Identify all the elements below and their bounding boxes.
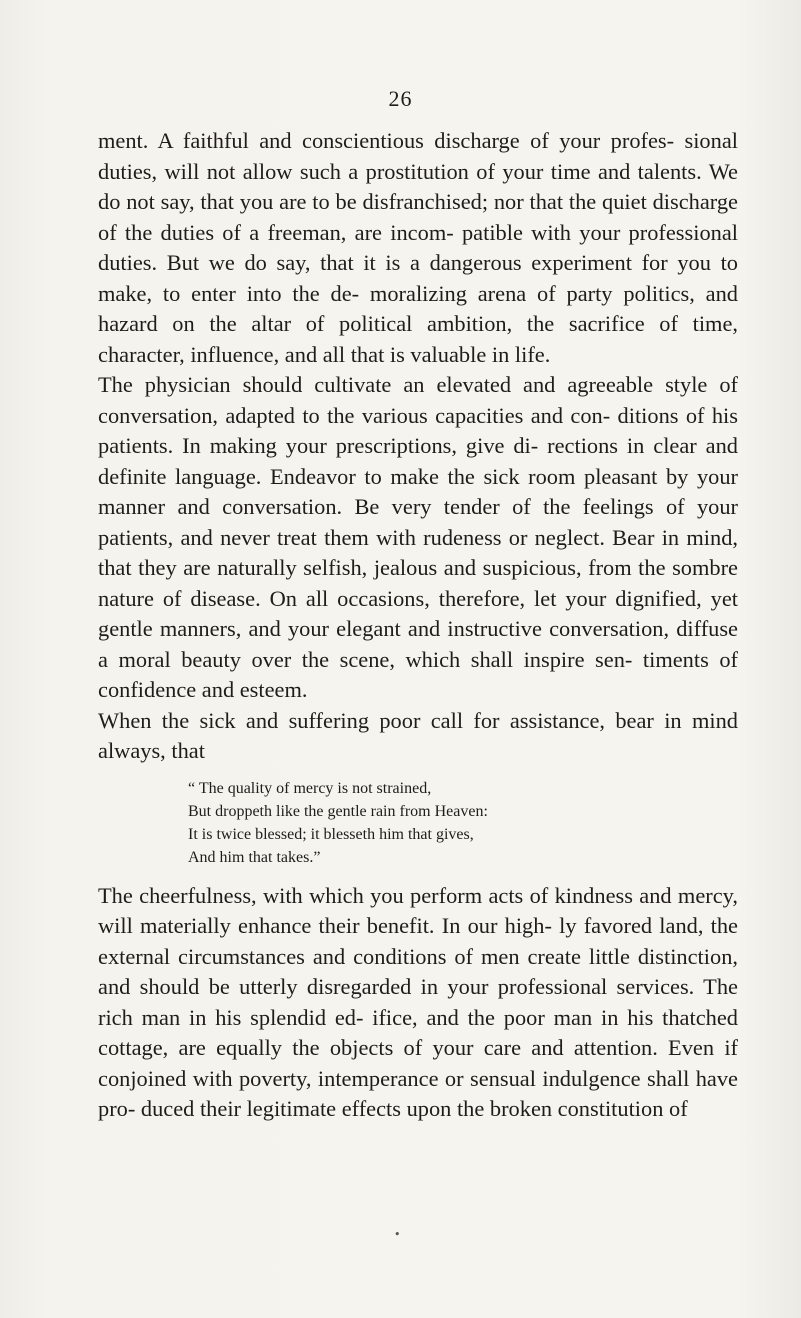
verse-line: But droppeth like the gentle rain from Heaven: xyxy=(188,802,488,820)
paragraph-3: When the sick and suffering poor call for assistance, bear in mind always, that xyxy=(98,707,738,763)
paragraph-4: The cheerfulness, with which you perform acts of kindness and mercy, will materially enhance their benefit. In our high- ly favored land, the external circumstances and conditions of men create little distinction, and should be utterly disregarded in your professional services. The rich man in his splendid ed- ifice, and the poor man in his thatched cottage, are equally the objects of your care and attention. Even if conjoined with poverty, intemperance or sensual indulgence shall have pro- duced their legitimate effects upon the broken constitution of xyxy=(98,882,738,1121)
page-number: 26 xyxy=(388,86,413,111)
footer-mark: • xyxy=(394,1228,401,1241)
verse-line: It is twice blessed; it blesseth him that gives, xyxy=(188,825,474,843)
paragraph-2: The physician should cultivate an elevated and agreeable style of conversation, adapted to the various capacities and con- ditions of his patients. In making your prescriptions, give di- rections in clear and definite language. Endeavor to make the sick room pleasant by your manner and conversation. Be very tender of the feelings of your patients, and never treat them with rudeness or neglect. Bear in mind, that they are naturally selfish, jealous and suspicious, from the sombre nature of disease. On all occasions, therefore, let your dignified, yet gentle manners, and your elegant and instructive conversation, diffuse a moral beauty over the scene, which shall inspire sen- timents of confidence and esteem. xyxy=(98,372,738,702)
paragraph-1: ment. A faithful and conscientious discharge of your profes- sional duties, will not allow such a prostitution of your time and talents. We do not say, that you are to be disfranchised; nor that the quiet discharge of the duties of a freeman, are incom- patible with your professional duties. But we do say, that it is a dangerous experiment for you to make, to enter into the de- moralizing arena of party politics, and hazard on the altar of political ambition, the sacrifice of time, character, influence, and all that is valuable in life. xyxy=(98,128,738,367)
verse-line: And him that takes.” xyxy=(188,848,321,866)
verse-quotation xyxy=(188,777,738,869)
verse-line: “ The quality of mercy is not strained, xyxy=(188,779,432,797)
page-body xyxy=(98,126,738,1125)
